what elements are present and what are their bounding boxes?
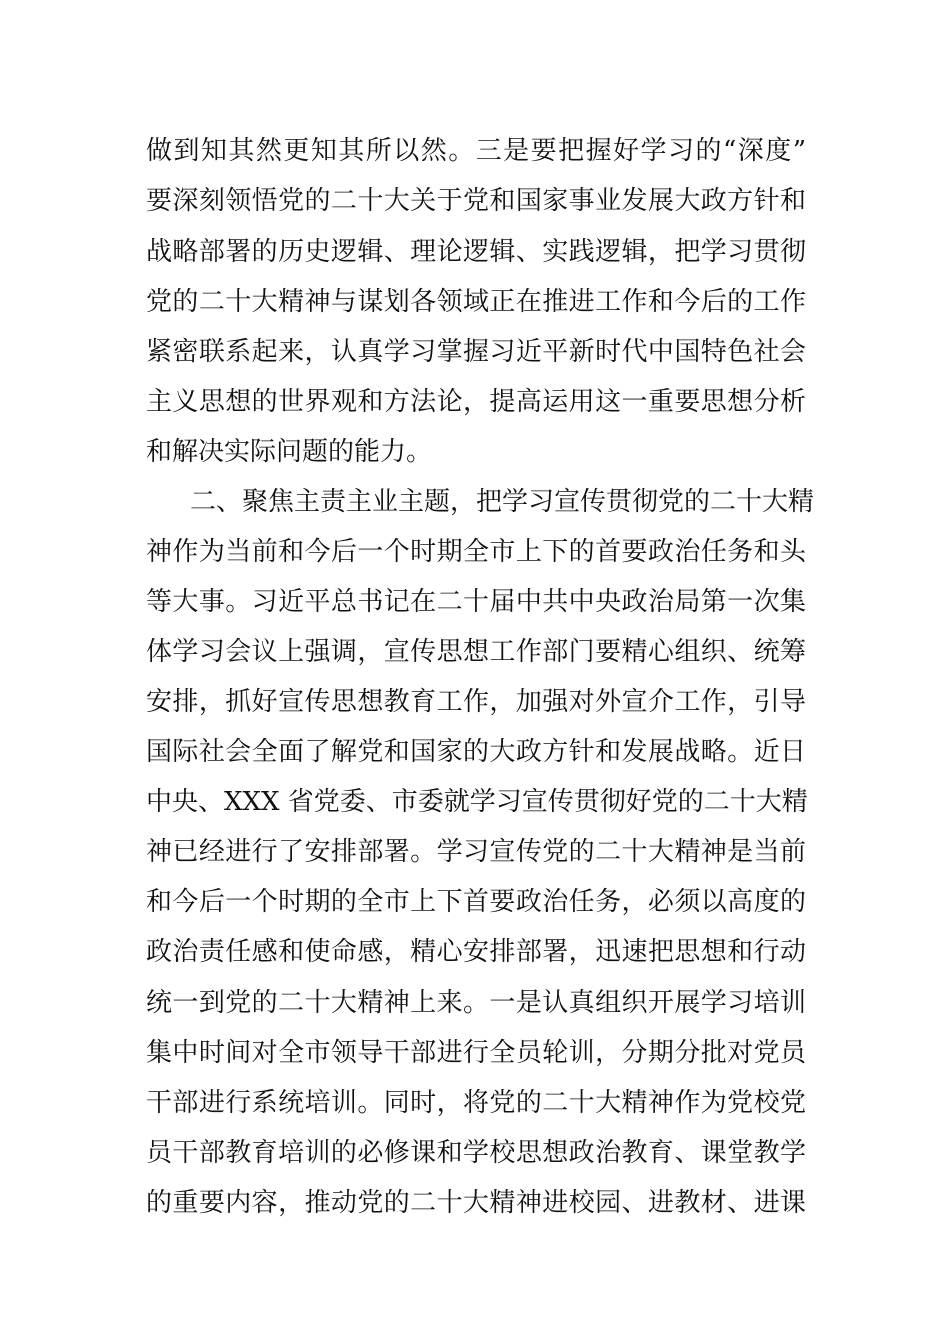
paragraph-2-line: 集中时间对全市领导干部进行全员轮训，分期分批对党员	[146, 1038, 806, 1068]
paragraph-2-line: 和今后一个时期的全市上下首要政治任务，必须以高度的	[146, 887, 806, 917]
paragraph-1-line: 和解决实际问题的能力。	[146, 437, 433, 467]
paragraph-2-line: 干部进行系统培训。同时，将党的二十大精神作为党校党	[146, 1088, 806, 1118]
paragraph-1-line: 主义思想的世界观和方法论，提高运用这一重要思想分析	[146, 387, 806, 417]
paragraph-1-line: 做到知其然更知其所以然。三是要把握好学习的“深度”	[146, 136, 806, 166]
paragraph-2-line: 安排，抓好宣传思想教育工作，加强对外宣介工作，引导	[146, 687, 806, 717]
paragraph-1-line: 要深刻领悟党的二十大关于党和国家事业发展大政方针和	[146, 186, 806, 216]
paragraph-2-line: 神作为当前和今后一个时期全市上下的首要政治任务和头	[146, 537, 806, 567]
paragraph-2-line: 二、聚焦主责主业主题，把学习宣传贯彻党的二十大精	[190, 487, 815, 517]
paragraph-2-line: 体学习会议上强调，宣传思想工作部门要精心组织、统筹	[146, 637, 806, 667]
paragraph-1-line: 党的二十大精神与谋划各领域正在推进工作和今后的工作	[146, 287, 806, 317]
paragraph-2-line: 的重要内容，推动党的二十大精神进校园、进教材、进课	[146, 1188, 806, 1218]
paragraph-2-line: 神已经进行了安排部署。学习宣传党的二十大精神是当前	[146, 837, 806, 867]
paragraph-2-line: 员干部教育培训的必修课和学校思想政治教育、课堂教学	[146, 1138, 806, 1168]
paragraph-2-line: 统一到党的二十大精神上来。一是认真组织开展学习培训	[146, 988, 806, 1018]
paragraph-2-line: 国际社会全面了解党和国家的大政方针和发展战略。近日	[146, 737, 806, 767]
paragraph-2-line: 中央、XXX 省党委、市委就学习宣传贯彻好党的二十大精	[146, 787, 808, 817]
paragraph-1-line: 紧密联系起来，认真学习掌握习近平新时代中国特色社会	[146, 337, 806, 367]
paragraph-1-line: 战略部署的历史逻辑、理论逻辑、实践逻辑，把学习贯彻	[146, 237, 806, 267]
paragraph-2-line: 政治责任感和使命感，精心安排部署，迅速把思想和行动	[146, 937, 806, 967]
paragraph-2-line: 等大事。习近平总书记在二十届中共中央政治局第一次集	[146, 587, 806, 617]
